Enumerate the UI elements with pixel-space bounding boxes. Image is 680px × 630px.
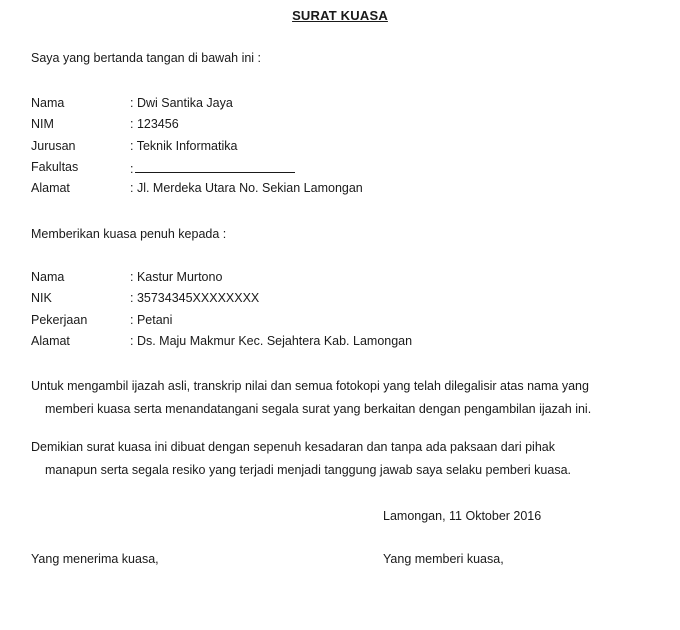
grantee-nik-label: NIK [31, 291, 52, 305]
grantee-alamat-value: : Ds. Maju Makmur Kec. Sejahtera Kab. Lamongan [130, 334, 413, 348]
closing-line-2: manapun serta segala resiko yang terjadi menjadi tanggung jawab saya selaku pemberi kuasa. [45, 463, 572, 477]
grantor-jurusan-label: Jurusan [31, 139, 76, 153]
giver-signature-label: Yang memberi kuasa, [383, 552, 504, 566]
grantor-nim-value: : 123456 [130, 117, 179, 131]
fakultas-blank-line [135, 160, 295, 173]
grantee-nik-value: : 35734345XXXXXXXX [130, 291, 260, 305]
grantee-pekerjaan-value: : Petani [130, 313, 173, 327]
grantor-fakultas-label: Fakultas [31, 160, 79, 174]
grantee-name-value: : Kastur Murtono [130, 270, 223, 284]
receiver-signature-label: Yang menerima kuasa, [31, 552, 159, 566]
document-title: SURAT KUASA [292, 8, 388, 23]
intro-text: Saya yang bertanda tangan di bawah ini : [31, 51, 262, 65]
grantor-alamat-label: Alamat [31, 181, 70, 195]
grantee-name-label: Nama [31, 270, 65, 284]
grantee-alamat-label: Alamat [31, 334, 70, 348]
purpose-paragraph [31, 375, 671, 421]
grantor-name-label: Nama [31, 96, 65, 110]
grantor-nim-label: NIM [31, 117, 54, 131]
grantor-fakultas-value: : [130, 162, 134, 176]
purpose-line-2: memberi kuasa serta menandatangani segala surat yang berkaitan dengan pengambilan ijazah ini. [45, 402, 592, 416]
purpose-line-1: Untuk mengambil ijazah asli, transkrip nilai dan semua fotokopi yang telah dilegalisir atas nama yang [31, 379, 589, 393]
grantor-name-value: : Dwi Santika Jaya [130, 96, 233, 110]
closing-line-1: Demikian surat kuasa ini dibuat dengan sepenuh kesadaran dan tanpa ada paksaan dari pihak [31, 440, 555, 454]
grantor-jurusan-value: : Teknik Informatika [130, 139, 238, 153]
grant-statement: Memberikan kuasa penuh kepada : [31, 227, 227, 241]
grantor-alamat-value: : Jl. Merdeka Utara No. Sekian Lamongan [130, 181, 363, 195]
closing-paragraph [31, 436, 671, 482]
grantee-pekerjaan-label: Pekerjaan [31, 313, 88, 327]
place-date: Lamongan, 11 Oktober 2016 [383, 509, 542, 523]
grantor-fakultas-field [130, 160, 295, 176]
